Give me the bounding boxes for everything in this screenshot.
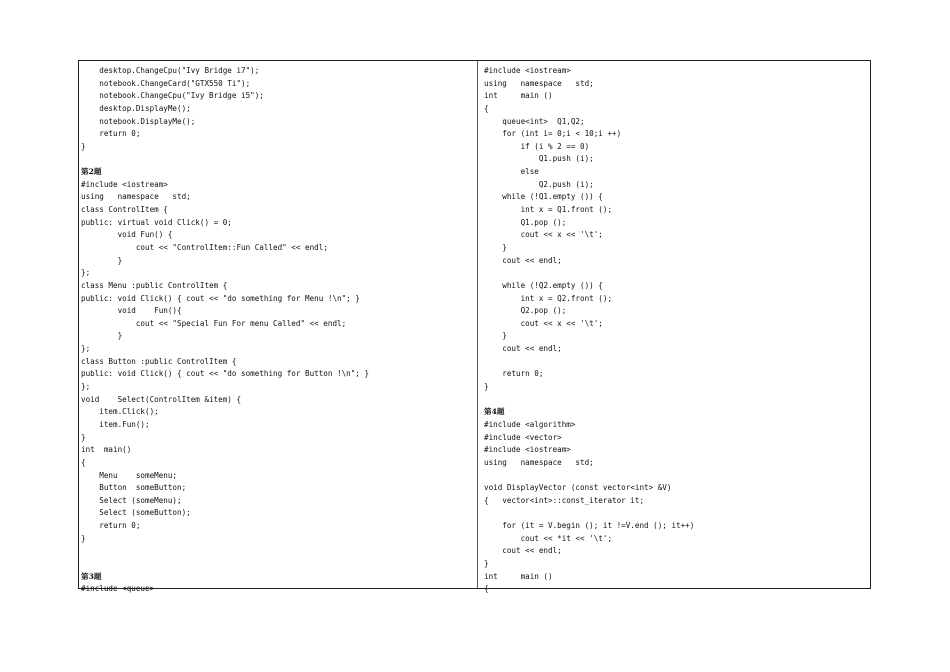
code-line: Menu someMenu;	[81, 470, 178, 480]
question-heading: 第4题	[484, 407, 505, 417]
code-line: cout << x << '\t';	[484, 318, 603, 328]
code-line: }	[81, 533, 86, 543]
code-line: };	[81, 382, 91, 392]
code-line: cout << "Special Fun For menu Called" << endl;	[81, 318, 347, 328]
question-heading: 第3题	[81, 571, 102, 581]
left-code-lines	[79, 65, 477, 596]
code-line: { vector<int>::const_iterator it;	[484, 495, 645, 505]
code-line: }	[81, 331, 123, 341]
code-line: int x = Q1.front ();	[484, 205, 613, 215]
code-line: void Fun(){	[81, 306, 182, 316]
code-line	[478, 394, 870, 407]
code-line: while (!Q1.empty ()) {	[484, 192, 603, 202]
code-line: int main()	[81, 445, 132, 455]
code-line: item.Click();	[81, 407, 159, 417]
code-line: desktop.DisplayMe();	[81, 103, 191, 113]
left-code-column	[79, 61, 478, 594]
code-line	[79, 558, 477, 571]
code-line: using namespace std;	[484, 78, 594, 88]
code-line	[478, 267, 870, 280]
code-line: int main ()	[484, 91, 553, 101]
code-line: int x = Q2.front ();	[484, 293, 613, 303]
code-line: }	[484, 558, 489, 568]
code-line: }	[81, 141, 86, 151]
code-line: notebook.DisplayMe();	[81, 116, 196, 126]
code-line: else	[484, 167, 539, 177]
code-line: #include <iostream>	[81, 179, 168, 189]
code-line: void Fun() {	[81, 230, 173, 240]
code-line: Select (someMenu);	[81, 495, 182, 505]
code-line: int main ()	[484, 571, 553, 581]
code-line	[478, 507, 870, 520]
code-line: public: void Click() { cout << "do something for Button !\n"; }	[81, 369, 370, 379]
code-line: class ControlItem {	[81, 205, 168, 215]
document-page	[78, 60, 871, 594]
code-line: void DisplayVector (const vector<int> &V)	[484, 483, 672, 493]
code-line: for (int i= 0;i < 10;i ++)	[484, 129, 622, 139]
code-line: cout << endl;	[484, 255, 562, 265]
code-line: void Select(ControlItem &item) {	[81, 394, 242, 404]
code-line: public: virtual void Click() = 0;	[81, 217, 232, 227]
code-line: cout << *it << '\t';	[484, 533, 613, 543]
right-code-lines	[478, 65, 870, 596]
code-line: class Menu :public ControlItem {	[81, 280, 228, 290]
code-line: };	[81, 344, 91, 354]
code-line: #include <iostream>	[484, 445, 571, 455]
code-line: }	[484, 242, 507, 252]
code-line: using namespace std;	[81, 192, 191, 202]
code-line: Q2.push (i);	[484, 179, 594, 189]
code-line: class Button :public ControlItem {	[81, 356, 237, 366]
right-code-column	[478, 61, 870, 594]
code-line: notebook.ChangeCpu("Ivy Bridge i5");	[81, 91, 264, 101]
code-line: {	[484, 584, 489, 594]
code-line: Q1.pop ();	[484, 217, 567, 227]
code-line: return 0;	[484, 369, 544, 379]
code-line: return 0;	[81, 129, 141, 139]
code-line: Q2.pop ();	[484, 306, 567, 316]
code-line	[478, 470, 870, 483]
code-line: };	[81, 268, 91, 278]
code-line: if (i % 2 == 0)	[484, 141, 590, 151]
code-line	[79, 153, 477, 166]
code-line: using namespace std;	[484, 457, 594, 467]
code-line: }	[484, 331, 507, 341]
code-line: while (!Q2.empty ()) {	[484, 280, 603, 290]
question-heading: 第2题	[81, 167, 102, 177]
code-line: {	[81, 457, 86, 467]
code-line: Q1.push (i);	[484, 154, 594, 164]
code-line: #include <algorithm>	[484, 419, 576, 429]
code-line: notebook.ChangeCard("GTX550 Ti");	[81, 78, 251, 88]
code-line: }	[81, 432, 86, 442]
code-line: }	[484, 382, 489, 392]
code-line: }	[81, 255, 123, 265]
code-line: #include <queue>	[81, 584, 155, 594]
code-line: public: void Click() { cout << "do something for Menu !\n"; }	[81, 293, 360, 303]
code-line: #include <vector>	[484, 432, 562, 442]
code-line: Button someButton;	[81, 483, 187, 493]
code-line: desktop.ChangeCpu("Ivy Bridge i7");	[81, 66, 260, 75]
code-line: for (it = V.begin (); it !=V.end (); it++)	[484, 521, 695, 531]
code-line: cout << "ControlItem::Fun Called" << endl;	[81, 242, 328, 252]
code-line: return 0;	[81, 521, 141, 531]
code-line: queue<int> Q1,Q2;	[484, 116, 585, 126]
code-line: Select (someButton);	[81, 508, 191, 518]
code-line: {	[484, 103, 489, 113]
code-line	[79, 545, 477, 558]
code-line: cout << endl;	[484, 546, 562, 556]
code-line	[478, 356, 870, 369]
code-line: #include <iostream>	[484, 66, 571, 75]
code-line: item.Fun();	[81, 419, 150, 429]
code-line: cout << endl;	[484, 344, 562, 354]
code-line: cout << x << '\t';	[484, 230, 603, 240]
